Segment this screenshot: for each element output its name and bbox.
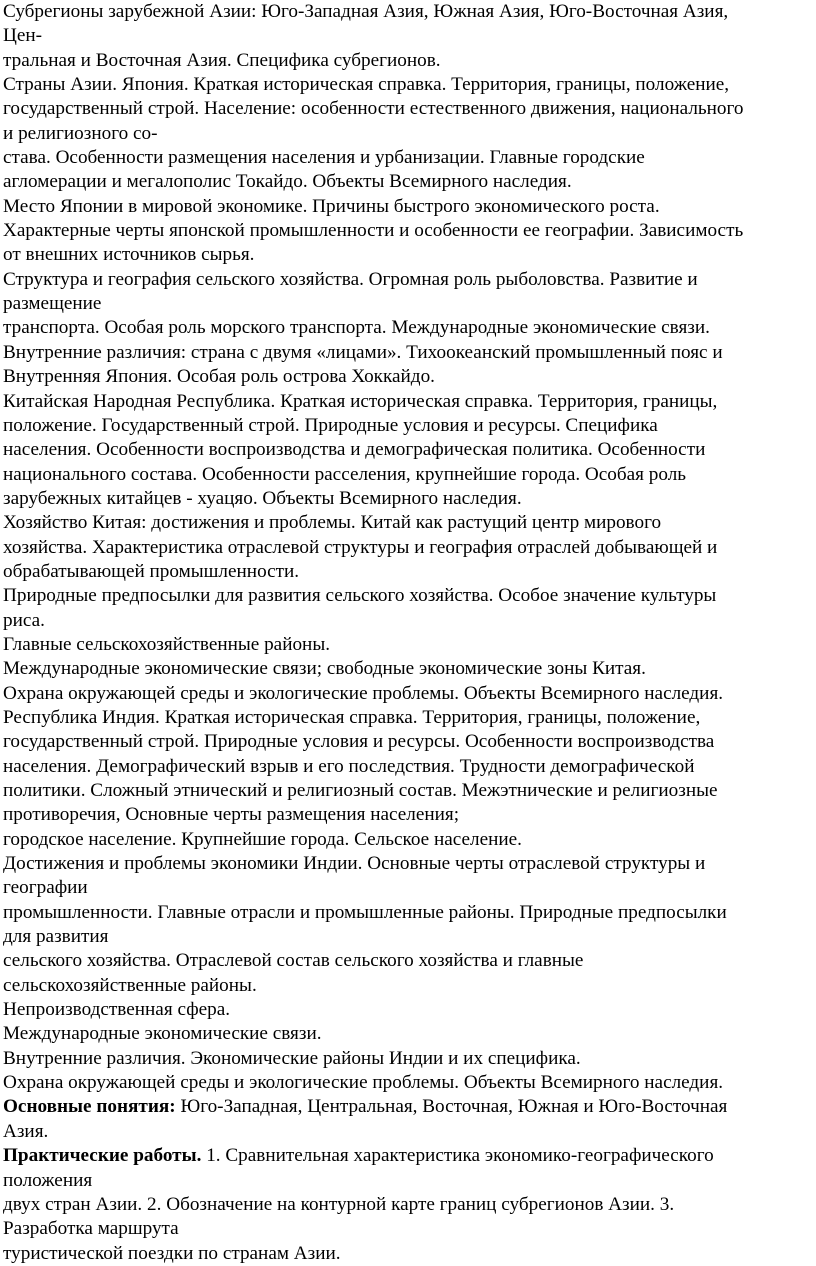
text-line: Республика Индия. Краткая историческая справка. Территория, границы, положение,: [3, 706, 701, 728]
text-line: и религиозного со-: [3, 122, 158, 144]
concepts-label: Основные понятия:: [3, 1096, 176, 1118]
text-line: государственный строй. Население: особенности естественного движения, национального: [3, 98, 744, 120]
practical-line-continued: Разработка маршрута: [3, 1218, 179, 1240]
concepts-line: [3, 1095, 810, 1119]
text-line: для развития: [3, 926, 109, 948]
text-line: Непроизводственная сфера.: [3, 999, 231, 1021]
concepts-text: Юго-Западная, Центральная, Восточная, Южная и Юго-Восточная: [175, 1096, 728, 1118]
text-line: Внутренние различия. Экономические районы Индии и их специфика.: [3, 1047, 581, 1069]
text-line: Цен-: [3, 25, 43, 47]
text-line: географии: [3, 877, 88, 899]
text-line: обрабатывающей промышленности.: [3, 560, 300, 582]
text-line: Охрана окружающей среды и экологические проблемы. Объекты Всемирного наследия.: [3, 682, 724, 704]
text-line: населения. Демографический взрыв и его последствия. Трудности демографической: [3, 755, 695, 777]
practical-text: 1. Сравнительная характеристика экономико-географического: [201, 1145, 714, 1167]
text-line: Международные экономические связи.: [3, 1023, 322, 1045]
text-line: тральная и Восточная Азия. Специфика субрегионов.: [3, 49, 441, 71]
text-line: Китайская Народная Республика. Краткая историческая справка. Территория, границы,: [3, 390, 718, 412]
text-line: хозяйства. Характеристика отраслевой структуры и география отраслей добывающей и: [3, 536, 718, 558]
practical-line-continued: положения: [3, 1169, 93, 1191]
text-line: Главные сельскохозяйственные районы.: [3, 633, 331, 655]
text-line: Международные экономические связи; свободные экономические зоны Китая.: [3, 658, 646, 680]
text-line: от внешних источников сырья.: [3, 244, 255, 266]
text-line: положение. Государственный строй. Природные условия и ресурсы. Специфика: [3, 414, 658, 436]
practical-line: [3, 1144, 810, 1168]
practical-line-continued: туристической поездки по странам Азии.: [3, 1242, 341, 1264]
text-line: Природные предпосылки для развития сельского хозяйства. Особое значение культуры: [3, 585, 717, 607]
practical-label: Практические работы.: [3, 1145, 202, 1167]
text-line: Охрана окружающей среды и экологические проблемы. Объекты Всемирного наследия.: [3, 1072, 724, 1094]
text-line: населения. Особенности воспроизводства и демографическая политика. Особенности: [3, 439, 706, 461]
text-line: Структура и география сельского хозяйства. Огромная роль рыболовства. Развитие и: [3, 268, 698, 290]
concepts-line-continued: Азия.: [3, 1120, 49, 1142]
text-line: противоречия, Основные черты размещения населения;: [3, 804, 460, 826]
text-line: государственный строй. Природные условия и ресурсы. Особенности воспроизводства: [3, 731, 715, 753]
text-line: риса.: [3, 609, 45, 631]
text-line: размещение: [3, 293, 102, 315]
text-line: зарубежных китайцев - хуацяо. Объекты Всемирного наследия.: [3, 487, 522, 509]
text-line: Достижения и проблемы экономики Индии. Основные черты отраслевой структуры и: [3, 853, 706, 875]
text-line: Внутренние различия: страна с двумя «лицами». Тихоокеанский промышленный пояс и: [3, 341, 723, 363]
practical-line-continued: двух стран Азии. 2. Обозначение на контурной карте границ субрегионов Азии. 3.: [3, 1193, 675, 1215]
text-line: городское население. Крупнейшие города. Сельское население.: [3, 828, 522, 850]
text-line: Место Японии в мировой экономике. Причины быстрого экономического роста.: [3, 195, 660, 217]
text-line: Внутренняя Япония. Особая роль острова Хоккайдо.: [3, 366, 435, 388]
text-line: става. Особенности размещения населения и урбанизации. Главные городские: [3, 147, 645, 169]
text-line: транспорта. Особая роль морского транспорта. Международные экономические связи.: [3, 317, 710, 339]
text-line: Страны Азии. Япония. Краткая историческая справка. Территория, границы, положение,: [3, 74, 730, 96]
text-line: национального состава. Особенности расселения, крупнейшие города. Особая роль: [3, 463, 687, 485]
text-line: агломерации и мегалополис Токайдо. Объекты Всемирного наследия.: [3, 171, 572, 193]
text-line: промышленности. Главные отрасли и промышленные районы. Природные предпосылки: [3, 901, 727, 923]
text-line: Субрегионы зарубежной Азии: Юго-Западная Азия, Южная Азия, Юго-Восточная Азия,: [3, 1, 729, 22]
text-line: Хозяйство Китая: достижения и проблемы. Китай как растущий центр мирового: [3, 512, 662, 534]
text-line: политики. Сложный этнический и религиозный состав. Межэтнические и религиозные: [3, 780, 718, 801]
text-line: сельскохозяйственные районы.: [3, 974, 257, 996]
text-line: сельского хозяйства. Отраслевой состав сельского хозяйства и главные: [3, 950, 584, 972]
text-line: Характерные черты японской промышленности и особенности ее географии. Зависимость: [3, 220, 744, 242]
